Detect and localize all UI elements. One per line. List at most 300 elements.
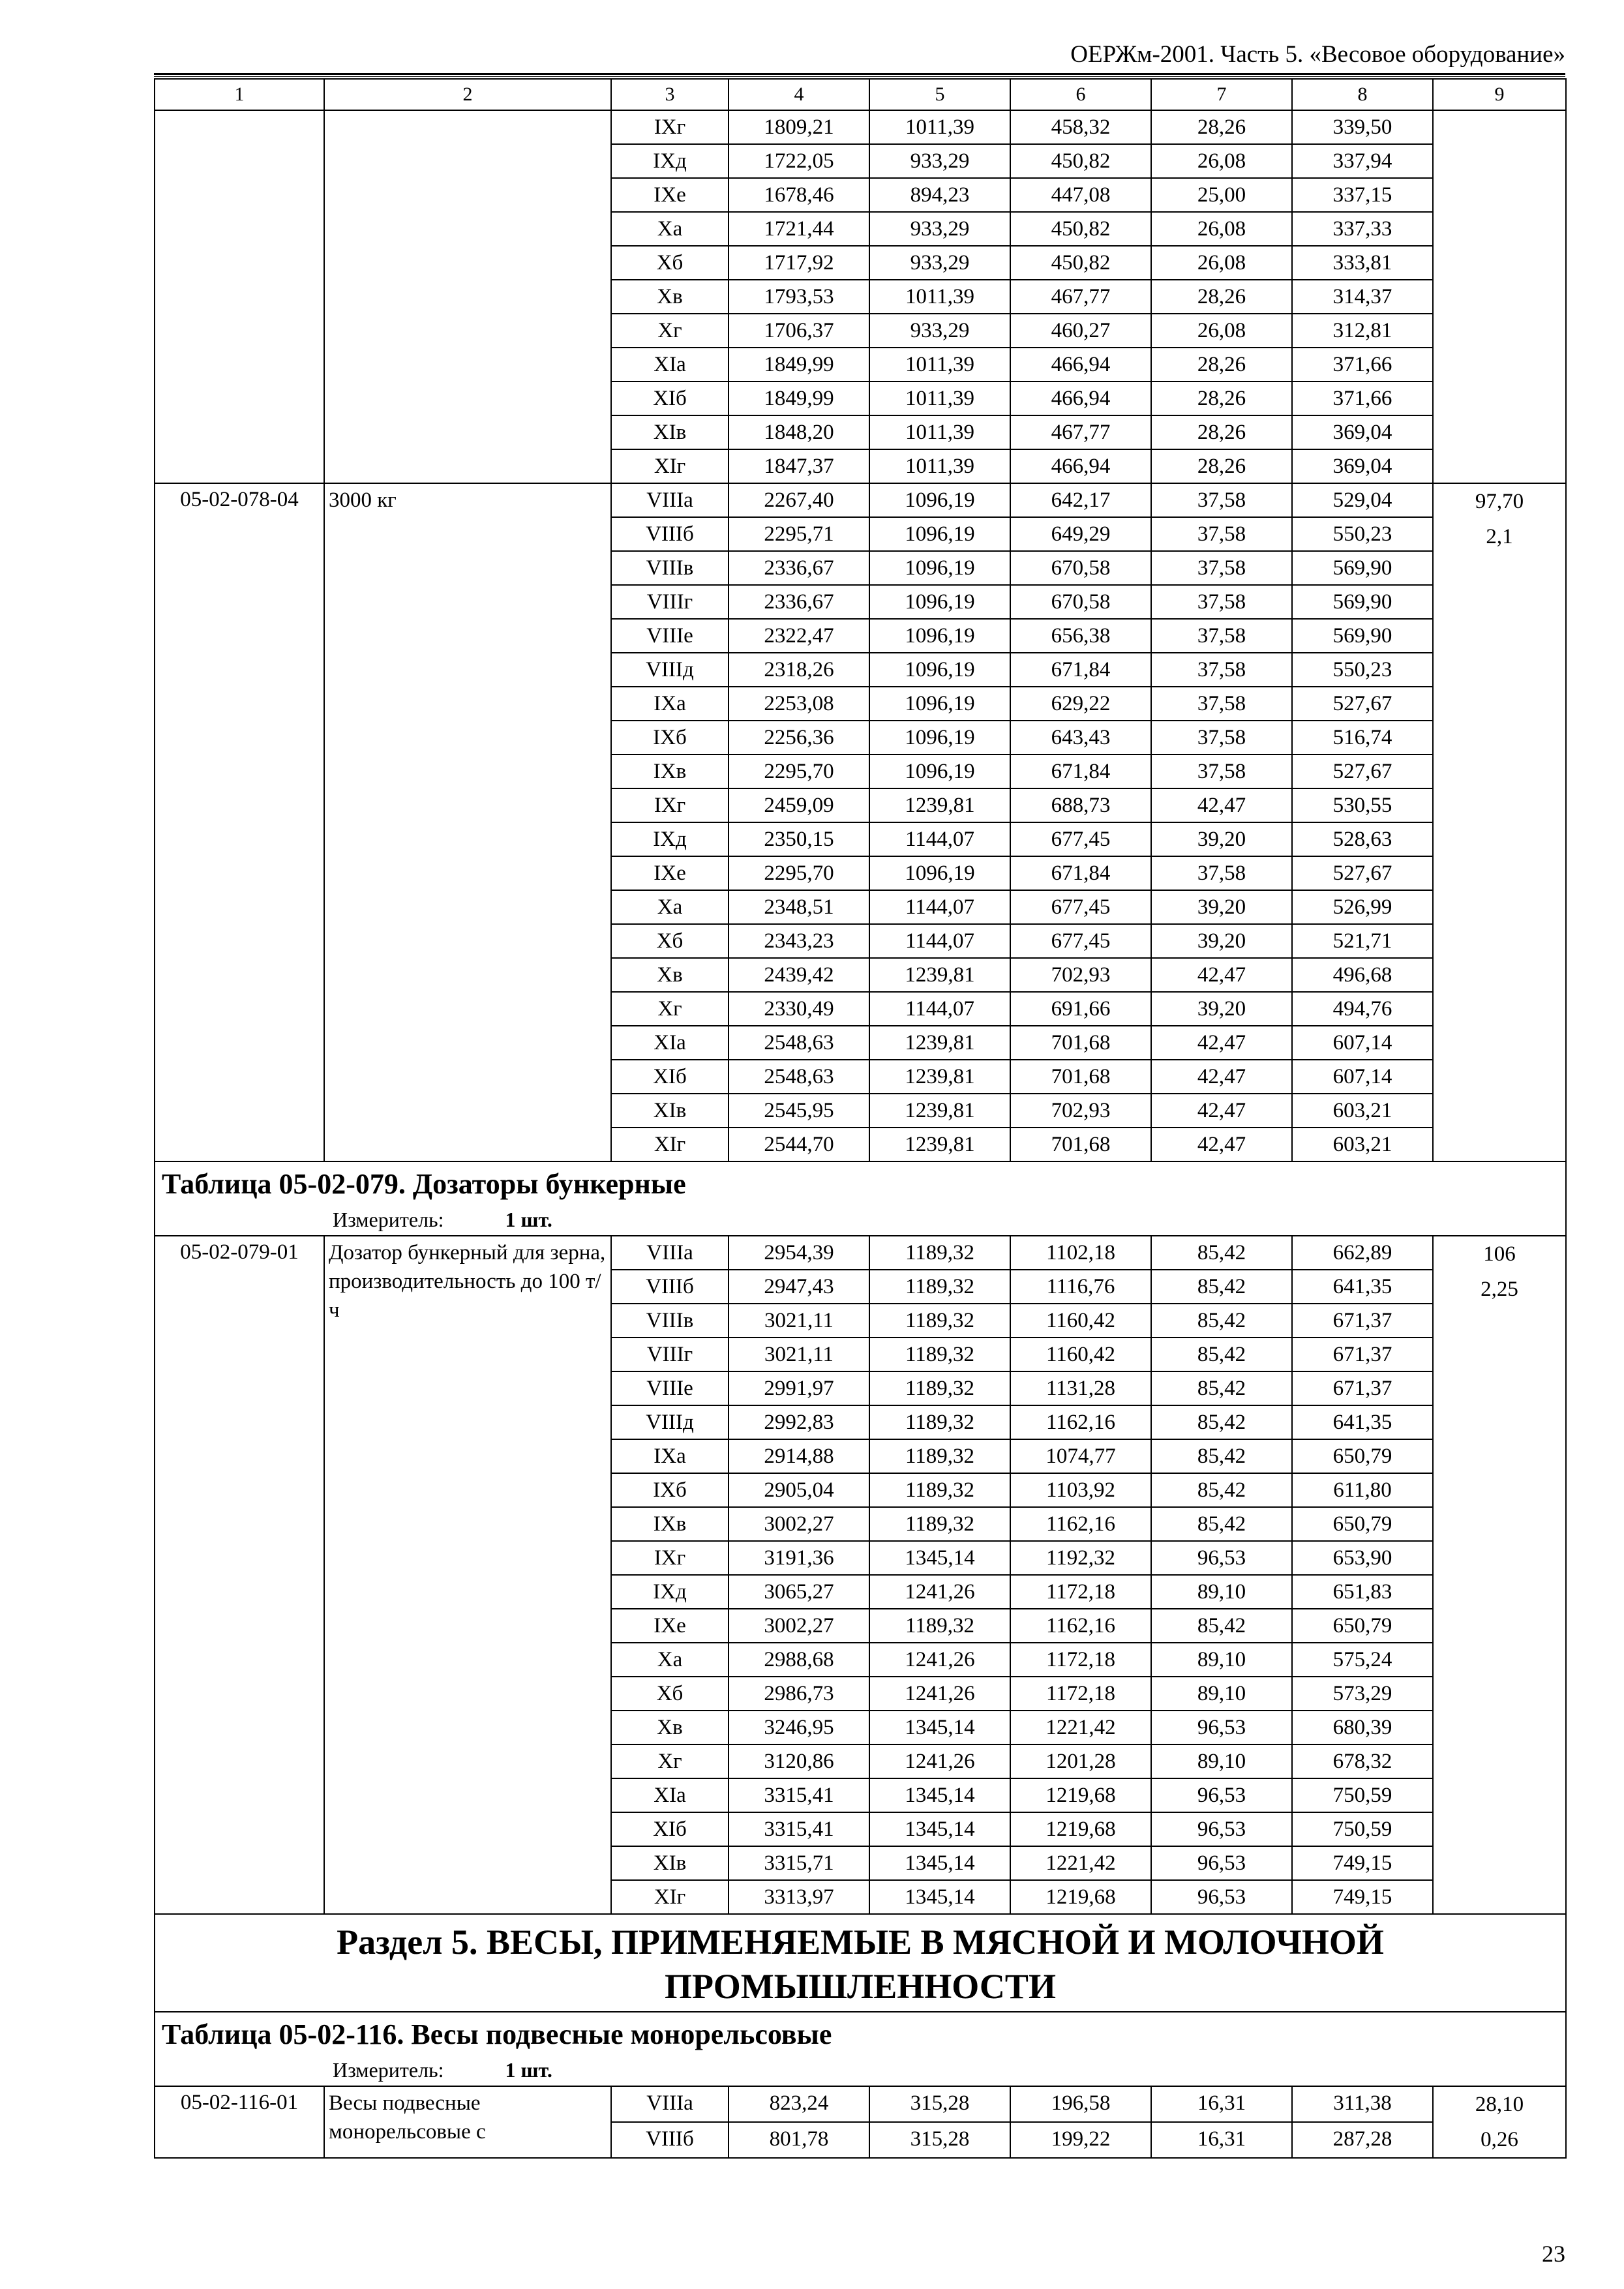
total-cost-cell: 2548,63: [729, 1026, 869, 1060]
machinist-wages-cell: 42,47: [1151, 1094, 1292, 1128]
machines-cell: 670,58: [1010, 551, 1151, 585]
total-cost-cell: 2322,47: [729, 619, 869, 653]
total-cost-cell: 2295,70: [729, 755, 869, 788]
labor-workers: 106: [1483, 1242, 1516, 1266]
zone-cell: IXа: [611, 687, 729, 721]
machines-cell: 1162,16: [1010, 1507, 1151, 1541]
machines-cell: 1221,42: [1010, 1846, 1151, 1880]
machinist-wages-cell: 37,58: [1151, 687, 1292, 721]
materials-cell: 680,39: [1292, 1711, 1433, 1744]
total-cost-cell: 3315,41: [729, 1778, 869, 1812]
materials-cell: 749,15: [1292, 1846, 1433, 1880]
machines-cell: 671,84: [1010, 653, 1151, 687]
machinist-wages-cell: 89,10: [1151, 1575, 1292, 1609]
total-cost-cell: 1849,99: [729, 382, 869, 415]
machinist-wages-cell: 39,20: [1151, 822, 1292, 856]
zone-cell: XIб: [611, 1060, 729, 1094]
zone-cell: VIIIе: [611, 1371, 729, 1405]
wages-cell: 1189,32: [869, 1338, 1010, 1371]
zone-cell: XIг: [611, 1128, 729, 1161]
machinist-wages-cell: 85,42: [1151, 1236, 1292, 1270]
machinist-wages-cell: 28,26: [1151, 382, 1292, 415]
wages-cell: 1345,14: [869, 1812, 1010, 1846]
column-number-row: [155, 79, 1566, 110]
column-number: 5: [869, 79, 1010, 110]
wages-cell: 1189,32: [869, 1304, 1010, 1338]
wages-cell: 1189,32: [869, 1405, 1010, 1439]
materials-cell: 339,50: [1292, 110, 1433, 144]
zone-cell: Xв: [611, 280, 729, 314]
machines-cell: 1162,16: [1010, 1609, 1151, 1643]
rate-code: 05-02-116-01: [155, 2086, 324, 2158]
machines-cell: 677,45: [1010, 890, 1151, 924]
wages-cell: 1239,81: [869, 1128, 1010, 1161]
machinist-wages-cell: 85,42: [1151, 1304, 1292, 1338]
zone-cell: XIв: [611, 1846, 729, 1880]
materials-cell: 550,23: [1292, 517, 1433, 551]
materials-cell: 369,04: [1292, 449, 1433, 483]
machinist-wages-cell: 42,47: [1151, 1060, 1292, 1094]
total-cost-cell: 3002,27: [729, 1507, 869, 1541]
machines-cell: 691,66: [1010, 992, 1151, 1026]
zone-cell: XIг: [611, 1880, 729, 1914]
machines-cell: 701,68: [1010, 1060, 1151, 1094]
materials-cell: 526,99: [1292, 890, 1433, 924]
table-row: [155, 2086, 1566, 2122]
total-cost-cell: 3191,36: [729, 1541, 869, 1575]
total-cost-cell: 801,78: [729, 2122, 869, 2158]
wages-cell: 1189,32: [869, 1473, 1010, 1507]
machines-cell: 1131,28: [1010, 1371, 1151, 1405]
machines-cell: 1116,76: [1010, 1270, 1151, 1304]
total-cost-cell: 3246,95: [729, 1711, 869, 1744]
zone-cell: IXд: [611, 822, 729, 856]
materials-cell: 337,94: [1292, 144, 1433, 178]
wages-cell: 1345,14: [869, 1880, 1010, 1914]
machines-cell: 1172,18: [1010, 1643, 1151, 1677]
machinist-wages-cell: 96,53: [1151, 1880, 1292, 1914]
total-cost-cell: 2439,42: [729, 958, 869, 992]
materials-cell: 287,28: [1292, 2122, 1433, 2158]
machines-cell: 1102,18: [1010, 1236, 1151, 1270]
total-cost-cell: 1849,99: [729, 348, 869, 382]
zone-cell: XIв: [611, 1094, 729, 1128]
total-cost-cell: 2905,04: [729, 1473, 869, 1507]
materials-cell: 650,79: [1292, 1609, 1433, 1643]
machines-cell: 1201,28: [1010, 1744, 1151, 1778]
zone-cell: VIIIб: [611, 2122, 729, 2158]
header-rule-top: [154, 73, 1565, 75]
machinist-wages-cell: 89,10: [1151, 1677, 1292, 1711]
zone-cell: XIа: [611, 1026, 729, 1060]
rate-name: Весы подвесные монорельсовые с: [324, 2086, 611, 2158]
machines-cell: 467,77: [1010, 280, 1151, 314]
rate-code: 05-02-079-01: [155, 1236, 324, 1914]
machines-cell: 656,38: [1010, 619, 1151, 653]
zone-cell: Xг: [611, 992, 729, 1026]
machines-cell: 1160,42: [1010, 1304, 1151, 1338]
machines-cell: 1219,68: [1010, 1778, 1151, 1812]
zone-cell: Xб: [611, 246, 729, 280]
machinist-wages-cell: 37,58: [1151, 856, 1292, 890]
zone-cell: VIIIе: [611, 619, 729, 653]
zone-cell: Xа: [611, 1643, 729, 1677]
total-cost-cell: 2253,08: [729, 687, 869, 721]
materials-cell: 662,89: [1292, 1236, 1433, 1270]
materials-cell: 569,90: [1292, 585, 1433, 619]
zone-cell: VIIIа: [611, 2086, 729, 2122]
table-title: Таблица 05-02-116. Весы подвесные монорельсовые: [162, 2018, 832, 2050]
zone-cell: VIIIг: [611, 1338, 729, 1371]
machines-cell: 1172,18: [1010, 1575, 1151, 1609]
total-cost-cell: 2947,43: [729, 1270, 869, 1304]
total-cost-cell: 1721,44: [729, 212, 869, 246]
total-cost-cell: 823,24: [729, 2086, 869, 2122]
machinist-wages-cell: 39,20: [1151, 890, 1292, 924]
wages-cell: 1011,39: [869, 110, 1010, 144]
machines-cell: 670,58: [1010, 585, 1151, 619]
wages-cell: 315,28: [869, 2086, 1010, 2122]
materials-cell: 678,32: [1292, 1744, 1433, 1778]
zone-cell: Xв: [611, 1711, 729, 1744]
wages-cell: 1096,19: [869, 551, 1010, 585]
column-number: 9: [1433, 79, 1566, 110]
materials-cell: 312,81: [1292, 314, 1433, 348]
zone-cell: IXб: [611, 1473, 729, 1507]
section-title: [162, 1915, 1559, 2011]
zone-cell: Xг: [611, 314, 729, 348]
total-cost-cell: 2992,83: [729, 1405, 869, 1439]
wages-cell: 1096,19: [869, 517, 1010, 551]
machinist-wages-cell: 85,42: [1151, 1439, 1292, 1473]
machinist-wages-cell: 42,47: [1151, 788, 1292, 822]
materials-cell: 569,90: [1292, 619, 1433, 653]
materials-cell: 651,83: [1292, 1575, 1433, 1609]
wages-cell: 1241,26: [869, 1744, 1010, 1778]
table-row: [155, 483, 1566, 517]
machinist-wages-cell: 37,58: [1151, 619, 1292, 653]
total-cost-cell: 3065,27: [729, 1575, 869, 1609]
wages-cell: 933,29: [869, 144, 1010, 178]
wages-cell: 1096,19: [869, 585, 1010, 619]
machinist-wages-cell: 37,58: [1151, 483, 1292, 517]
zone-cell: IXв: [611, 755, 729, 788]
wages-cell: 1241,26: [869, 1575, 1010, 1609]
column-number: 1: [155, 79, 324, 110]
total-cost-cell: 2336,67: [729, 585, 869, 619]
materials-cell: 371,66: [1292, 382, 1433, 415]
total-cost-cell: 1848,20: [729, 415, 869, 449]
machinist-wages-cell: 37,58: [1151, 755, 1292, 788]
machines-cell: 1219,68: [1010, 1812, 1151, 1846]
machinist-wages-cell: 25,00: [1151, 178, 1292, 212]
machinist-wages-cell: 28,26: [1151, 110, 1292, 144]
unit-line: [162, 2054, 1559, 2086]
machines-cell: 450,82: [1010, 144, 1151, 178]
machinist-wages-cell: 26,08: [1151, 314, 1292, 348]
total-cost-cell: 1706,37: [729, 314, 869, 348]
wages-cell: 1345,14: [869, 1778, 1010, 1812]
machines-cell: 466,94: [1010, 382, 1151, 415]
total-cost-cell: 1847,37: [729, 449, 869, 483]
zone-cell: IXв: [611, 1507, 729, 1541]
zone-cell: VIIIа: [611, 483, 729, 517]
header-rule-bottom: [154, 76, 1565, 77]
labor-workers: 97,70: [1475, 490, 1524, 513]
materials-cell: 527,67: [1292, 755, 1433, 788]
labor-cell: [1433, 2086, 1566, 2158]
materials-cell: 550,23: [1292, 653, 1433, 687]
zone-cell: VIIIг: [611, 585, 729, 619]
total-cost-cell: 2914,88: [729, 1439, 869, 1473]
machines-cell: 466,94: [1010, 348, 1151, 382]
rate-name: [324, 110, 611, 483]
machinist-wages-cell: 85,42: [1151, 1405, 1292, 1439]
machinist-wages-cell: 26,08: [1151, 246, 1292, 280]
machinist-wages-cell: 28,26: [1151, 348, 1292, 382]
wages-cell: 1011,39: [869, 449, 1010, 483]
zone-cell: VIIIв: [611, 551, 729, 585]
zone-cell: XIб: [611, 382, 729, 415]
machines-cell: 450,82: [1010, 246, 1151, 280]
materials-cell: 603,21: [1292, 1094, 1433, 1128]
table-row: [155, 1236, 1566, 1270]
machines-cell: 1221,42: [1010, 1711, 1151, 1744]
materials-cell: 530,55: [1292, 788, 1433, 822]
machinist-wages-cell: 96,53: [1151, 1541, 1292, 1575]
materials-cell: 750,59: [1292, 1812, 1433, 1846]
materials-cell: 527,67: [1292, 856, 1433, 890]
wages-cell: 1011,39: [869, 382, 1010, 415]
wages-cell: 1239,81: [869, 1060, 1010, 1094]
machines-cell: 467,77: [1010, 415, 1151, 449]
wages-cell: 1144,07: [869, 992, 1010, 1026]
machinist-wages-cell: 85,42: [1151, 1507, 1292, 1541]
wages-cell: 933,29: [869, 314, 1010, 348]
column-number: 4: [729, 79, 869, 110]
machinist-wages-cell: 89,10: [1151, 1643, 1292, 1677]
column-number: 7: [1151, 79, 1292, 110]
machines-cell: 1074,77: [1010, 1439, 1151, 1473]
total-cost-cell: 2348,51: [729, 890, 869, 924]
total-cost-cell: 2295,70: [729, 856, 869, 890]
total-cost-cell: 3021,11: [729, 1304, 869, 1338]
machinist-wages-cell: 37,58: [1151, 551, 1292, 585]
unit-value: 1 шт.: [505, 1208, 552, 1231]
wages-cell: 315,28: [869, 2122, 1010, 2158]
table-row: [155, 110, 1566, 144]
wages-cell: 1345,14: [869, 1711, 1010, 1744]
wages-cell: 1096,19: [869, 619, 1010, 653]
materials-cell: 650,79: [1292, 1439, 1433, 1473]
machines-cell: 1172,18: [1010, 1677, 1151, 1711]
section-title-line: ПРОМЫШЛЕННОСТИ: [665, 1967, 1056, 2006]
rate-name: Дозатор бункерный для зерна, производительность до 100 т/ч: [324, 1236, 611, 1914]
total-cost-cell: 2459,09: [729, 788, 869, 822]
total-cost-cell: 2954,39: [729, 1236, 869, 1270]
machines-cell: 702,93: [1010, 958, 1151, 992]
wages-cell: 1144,07: [869, 822, 1010, 856]
zone-cell: VIIIв: [611, 1304, 729, 1338]
wages-cell: 1011,39: [869, 415, 1010, 449]
machinist-wages-cell: 89,10: [1151, 1744, 1292, 1778]
zone-cell: VIIIд: [611, 1405, 729, 1439]
total-cost-cell: 2350,15: [729, 822, 869, 856]
materials-cell: 603,21: [1292, 1128, 1433, 1161]
wages-cell: 1189,32: [869, 1609, 1010, 1643]
zone-cell: Xа: [611, 890, 729, 924]
machines-cell: 1192,32: [1010, 1541, 1151, 1575]
total-cost-cell: 2545,95: [729, 1094, 869, 1128]
labor-cell: [1433, 483, 1566, 1161]
wages-cell: 1189,32: [869, 1371, 1010, 1405]
machinist-wages-cell: 16,31: [1151, 2086, 1292, 2122]
wages-cell: 1189,32: [869, 1507, 1010, 1541]
machines-cell: 642,17: [1010, 483, 1151, 517]
total-cost-cell: 3315,71: [729, 1846, 869, 1880]
total-cost-cell: 2336,67: [729, 551, 869, 585]
materials-cell: 337,33: [1292, 212, 1433, 246]
machines-cell: 701,68: [1010, 1128, 1151, 1161]
machinist-wages-cell: 96,53: [1151, 1812, 1292, 1846]
zone-cell: XIв: [611, 415, 729, 449]
unit-label: Измеритель:: [333, 2058, 444, 2082]
machinist-wages-cell: 42,47: [1151, 1026, 1292, 1060]
machines-cell: 1103,92: [1010, 1473, 1151, 1507]
zone-cell: IXд: [611, 1575, 729, 1609]
machines-cell: 466,94: [1010, 449, 1151, 483]
machines-cell: 629,22: [1010, 687, 1151, 721]
machinist-wages-cell: 26,08: [1151, 212, 1292, 246]
unit-value: 1 шт.: [505, 2058, 552, 2082]
zone-cell: IXа: [611, 1439, 729, 1473]
table-116-heading: [155, 2012, 1566, 2086]
machines-cell: 450,82: [1010, 212, 1151, 246]
total-cost-cell: 2256,36: [729, 721, 869, 755]
total-cost-cell: 2544,70: [729, 1128, 869, 1161]
zone-cell: XIа: [611, 1778, 729, 1812]
labor-workers: 28,10: [1475, 2093, 1524, 2116]
machines-cell: 1162,16: [1010, 1405, 1151, 1439]
materials-cell: 529,04: [1292, 483, 1433, 517]
machines-cell: 649,29: [1010, 517, 1151, 551]
wages-cell: 1096,19: [869, 653, 1010, 687]
materials-cell: 575,24: [1292, 1643, 1433, 1677]
section-title-line: Раздел 5. ВЕСЫ, ПРИМЕНЯЕМЫЕ В МЯСНОЙ И МОЛОЧНОЙ: [337, 1922, 1384, 1962]
materials-cell: 333,81: [1292, 246, 1433, 280]
labor-machinists: 2,25: [1481, 1278, 1518, 1301]
zone-cell: VIIIа: [611, 1236, 729, 1270]
machinist-wages-cell: 96,53: [1151, 1778, 1292, 1812]
rates-table: [154, 78, 1567, 2159]
machinist-wages-cell: 26,08: [1151, 144, 1292, 178]
column-number: 6: [1010, 79, 1151, 110]
total-cost-cell: 1678,46: [729, 178, 869, 212]
total-cost-cell: 1722,05: [729, 144, 869, 178]
machinist-wages-cell: 28,26: [1151, 415, 1292, 449]
total-cost-cell: 2548,63: [729, 1060, 869, 1094]
total-cost-cell: 3313,97: [729, 1880, 869, 1914]
zone-cell: Xг: [611, 1744, 729, 1778]
machinist-wages-cell: 85,42: [1151, 1473, 1292, 1507]
wages-cell: 1189,32: [869, 1439, 1010, 1473]
machinist-wages-cell: 85,42: [1151, 1371, 1292, 1405]
machinist-wages-cell: 96,53: [1151, 1711, 1292, 1744]
machinist-wages-cell: 28,26: [1151, 449, 1292, 483]
machinist-wages-cell: 85,42: [1151, 1270, 1292, 1304]
zone-cell: IXб: [611, 721, 729, 755]
wages-cell: 1239,81: [869, 788, 1010, 822]
wages-cell: 894,23: [869, 178, 1010, 212]
total-cost-cell: 3002,27: [729, 1609, 869, 1643]
total-cost-cell: 3120,86: [729, 1744, 869, 1778]
wages-cell: 1096,19: [869, 755, 1010, 788]
machinist-wages-cell: 85,42: [1151, 1338, 1292, 1371]
materials-cell: 653,90: [1292, 1541, 1433, 1575]
page-number: 23: [1542, 2241, 1565, 2267]
total-cost-cell: 1717,92: [729, 246, 869, 280]
materials-cell: 494,76: [1292, 992, 1433, 1026]
wages-cell: 1144,07: [869, 924, 1010, 958]
materials-cell: 607,14: [1292, 1026, 1433, 1060]
total-cost-cell: 3315,41: [729, 1812, 869, 1846]
zone-cell: IXд: [611, 144, 729, 178]
zone-cell: Xв: [611, 958, 729, 992]
zone-cell: VIIIб: [611, 1270, 729, 1304]
unit-label: Измеритель:: [333, 1208, 444, 1231]
machinist-wages-cell: 85,42: [1151, 1609, 1292, 1643]
table-title: Таблица 05-02-079. Дозаторы бункерные: [162, 1168, 686, 1200]
zone-cell: VIIIд: [611, 653, 729, 687]
materials-cell: 337,15: [1292, 178, 1433, 212]
total-cost-cell: 2267,40: [729, 483, 869, 517]
wages-cell: 1189,32: [869, 1270, 1010, 1304]
wages-cell: 1189,32: [869, 1236, 1010, 1270]
rate-code: [155, 110, 324, 483]
zone-cell: IXг: [611, 788, 729, 822]
machines-cell: 702,93: [1010, 1094, 1151, 1128]
total-cost-cell: 2986,73: [729, 1677, 869, 1711]
table-079-heading: [155, 1161, 1566, 1236]
materials-cell: 641,35: [1292, 1405, 1433, 1439]
zone-cell: IXе: [611, 856, 729, 890]
materials-cell: 607,14: [1292, 1060, 1433, 1094]
zone-cell: XIг: [611, 449, 729, 483]
zone-cell: Xа: [611, 212, 729, 246]
materials-cell: 314,37: [1292, 280, 1433, 314]
section-heading-row: [155, 1914, 1566, 2012]
total-cost-cell: 2991,97: [729, 1371, 869, 1405]
machinist-wages-cell: 42,47: [1151, 958, 1292, 992]
machines-cell: 643,43: [1010, 721, 1151, 755]
wages-cell: 1096,19: [869, 687, 1010, 721]
machinist-wages-cell: 37,58: [1151, 653, 1292, 687]
total-cost-cell: 1809,21: [729, 110, 869, 144]
unit-line: [162, 1204, 1559, 1235]
zone-cell: IXг: [611, 1541, 729, 1575]
materials-cell: 650,79: [1292, 1507, 1433, 1541]
column-number: 8: [1292, 79, 1433, 110]
total-cost-cell: 2295,71: [729, 517, 869, 551]
total-cost-cell: 2343,23: [729, 924, 869, 958]
zone-cell: IXг: [611, 110, 729, 144]
zone-cell: IXе: [611, 1609, 729, 1643]
machines-cell: 458,32: [1010, 110, 1151, 144]
wages-cell: 1239,81: [869, 1094, 1010, 1128]
materials-cell: 573,29: [1292, 1677, 1433, 1711]
materials-cell: 521,71: [1292, 924, 1433, 958]
wages-cell: 1241,26: [869, 1677, 1010, 1711]
